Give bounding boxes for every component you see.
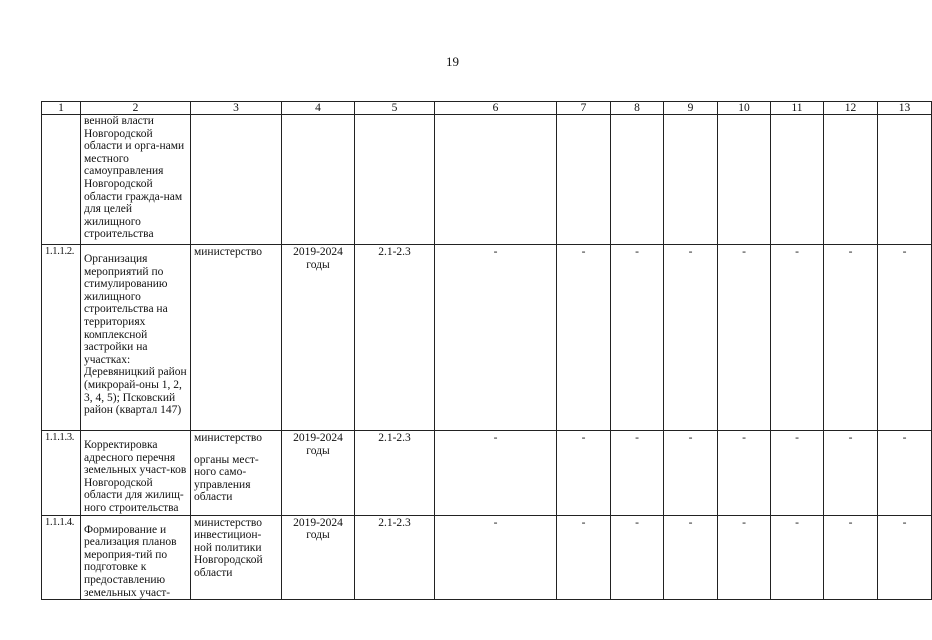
- column-header: 8: [611, 102, 664, 115]
- value-cell: -: [771, 245, 824, 431]
- column-header: 6: [435, 102, 557, 115]
- executor: министерство: [194, 432, 262, 444]
- value-cell: -: [718, 245, 771, 431]
- value-cell: [718, 115, 771, 245]
- value-cell: [824, 115, 878, 245]
- value-cell: -: [664, 245, 718, 431]
- value-cell: -: [824, 245, 878, 431]
- indicators: 2.1-2.3: [355, 515, 435, 600]
- column-header: 11: [771, 102, 824, 115]
- executor: министерство инвестицион-ной политики Новгородской области: [191, 515, 282, 600]
- value-cell: -: [435, 431, 557, 516]
- value-cell: -: [557, 515, 611, 600]
- value-cell: [435, 115, 557, 245]
- column-number-row: [42, 102, 932, 115]
- value-cell: -: [435, 245, 557, 431]
- co-executor: органы мест-ного само-управления области: [194, 453, 259, 504]
- measure-text: венной власти Новгородской области и орга-нами местного самоуправления Новгородской области гражда-нам для целей жилищного строительства: [81, 115, 191, 245]
- column-header: 1: [42, 102, 81, 115]
- column-header: 10: [718, 102, 771, 115]
- indicators: 2.1-2.3: [355, 431, 435, 516]
- indicators: [355, 115, 435, 245]
- period: 2019-2024 годы: [282, 431, 355, 516]
- measure-text: Организация мероприятий по стимулированию жилищного строительства на территориях комплексной застройки на участках: Деревяницкий район (микрорай-оны 1, 2, 3, 4, 5); Псковский район (квартал 147): [81, 245, 191, 431]
- value-cell: -: [718, 431, 771, 516]
- column-header: 13: [878, 102, 932, 115]
- row-number: 1.1.1.4.: [42, 515, 81, 600]
- value-cell: [664, 115, 718, 245]
- value-cell: -: [771, 431, 824, 516]
- table-row: [42, 515, 932, 600]
- column-header: 2: [81, 102, 191, 115]
- measure-text: Корректировка адресного перечня земельных участ-ков Новгородской области для жилищ-ного строительства: [81, 431, 191, 516]
- value-cell: -: [771, 515, 824, 600]
- value-cell: -: [611, 515, 664, 600]
- executor-cell: [191, 431, 282, 516]
- column-header: 7: [557, 102, 611, 115]
- value-cell: -: [435, 515, 557, 600]
- executor: министерство: [191, 245, 282, 431]
- row-number: 1.1.1.2.: [42, 245, 81, 431]
- period: 2019-2024 годы: [282, 245, 355, 431]
- table-row: [42, 245, 932, 431]
- table-row: [42, 115, 932, 245]
- value-cell: -: [878, 431, 932, 516]
- column-header: 4: [282, 102, 355, 115]
- value-cell: -: [718, 515, 771, 600]
- value-cell: [611, 115, 664, 245]
- value-cell: -: [664, 515, 718, 600]
- value-cell: [771, 115, 824, 245]
- column-header: 12: [824, 102, 878, 115]
- value-cell: -: [557, 431, 611, 516]
- row-number: 1.1.1.3.: [42, 431, 81, 516]
- executor: [191, 115, 282, 245]
- value-cell: -: [878, 245, 932, 431]
- column-header: 9: [664, 102, 718, 115]
- measure-text: Формирование и реализация планов мероприя-тий по подготовке к предоставлению земельных участ-: [81, 515, 191, 600]
- value-cell: -: [878, 515, 932, 600]
- value-cell: [557, 115, 611, 245]
- value-cell: -: [664, 431, 718, 516]
- value-cell: -: [611, 431, 664, 516]
- measures-table: [41, 101, 932, 600]
- row-number: [42, 115, 81, 245]
- value-cell: [878, 115, 932, 245]
- value-cell: -: [611, 245, 664, 431]
- value-cell: -: [824, 515, 878, 600]
- page-number: 19: [446, 54, 459, 69]
- table-row: [42, 431, 932, 516]
- period: [282, 115, 355, 245]
- value-cell: -: [824, 431, 878, 516]
- indicators: 2.1-2.3: [355, 245, 435, 431]
- column-header: 5: [355, 102, 435, 115]
- value-cell: -: [557, 245, 611, 431]
- period: 2019-2024 годы: [282, 515, 355, 600]
- column-header: 3: [191, 102, 282, 115]
